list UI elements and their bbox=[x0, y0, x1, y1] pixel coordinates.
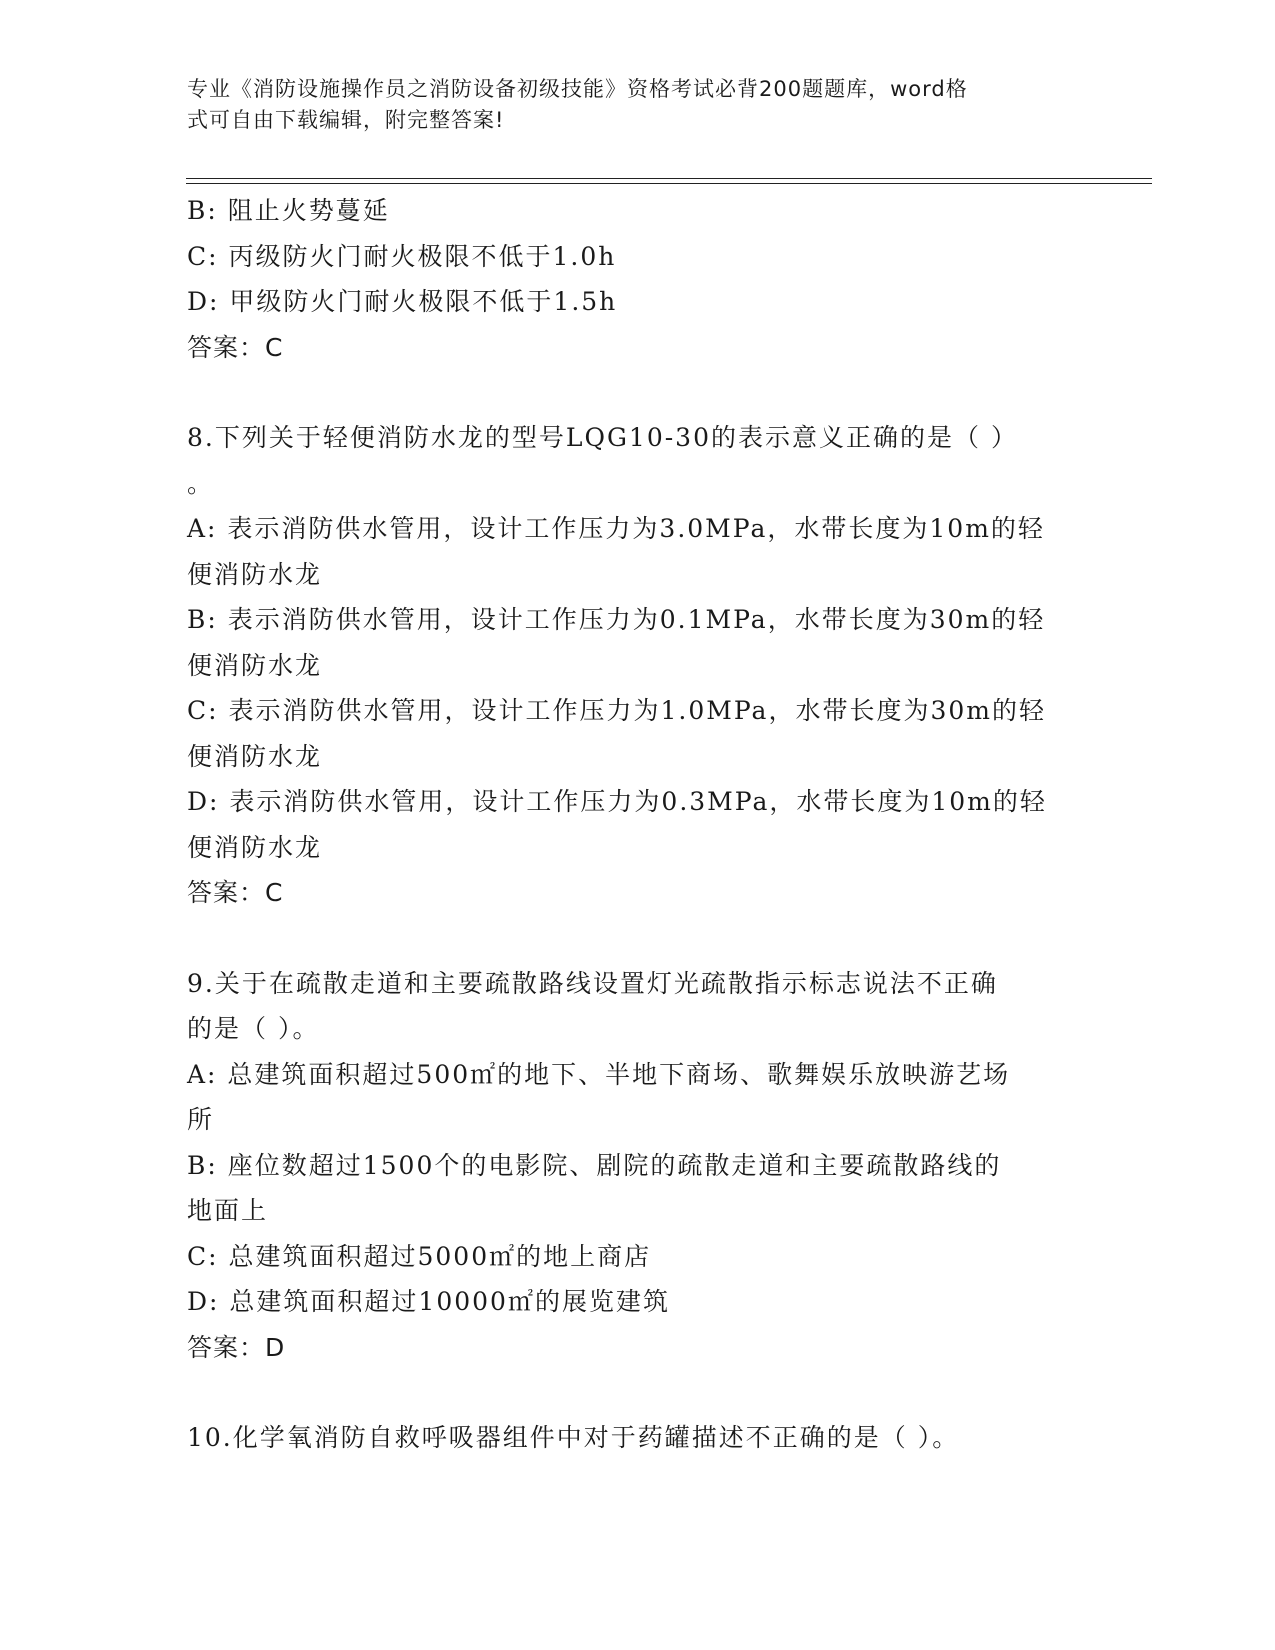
document-header bbox=[187, 74, 1067, 136]
option-a-cont: 所 bbox=[187, 1105, 215, 1134]
option-c: C: 丙级防火门耐火极限不低于1.0h bbox=[187, 241, 617, 271]
answer: 答案：D bbox=[187, 1332, 286, 1362]
spacer bbox=[187, 1370, 1087, 1415]
question-text-cont: 。 bbox=[187, 468, 215, 498]
option-a: A: 表示消防供水管用，设计工作压力为3.0MPa，水带长度为10m的轻 bbox=[187, 514, 1045, 543]
header-divider-bottom bbox=[186, 183, 1152, 184]
question-text: 9.关于在疏散走道和主要疏散路线设置灯光疏散指示标志说法不正确 bbox=[187, 968, 998, 998]
header-line-1: 专业《消防设施操作员之消防设备初级技能》资格考试必背200题题库，word格 bbox=[187, 77, 968, 101]
header-line-2: 式可自由下载编辑，附完整答案! bbox=[187, 108, 505, 132]
spacer bbox=[187, 370, 1087, 415]
question-10 bbox=[187, 1415, 1087, 1461]
question-7-tail bbox=[187, 188, 1087, 370]
option-d: D: 总建筑面积超过10000㎡的展览建筑 bbox=[187, 1287, 670, 1316]
option-c-cont: 便消防水龙 bbox=[187, 741, 323, 771]
option-b: B: 表示消防供水管用，设计工作压力为0.1MPa，水带长度为30m的轻 bbox=[187, 605, 1046, 634]
option-c: C: 表示消防供水管用，设计工作压力为1.0MPa，水带长度为30m的轻 bbox=[187, 696, 1046, 725]
question-text: 10.化学氧消防自救呼吸器组件中对于药罐描述不正确的是（ ）。 bbox=[187, 1423, 960, 1452]
option-d: D: 表示消防供水管用，设计工作压力为0.3MPa，水带长度为10m的轻 bbox=[187, 787, 1047, 816]
option-b: B: 阻止火势蔓延 bbox=[187, 196, 390, 225]
question-text: 8.下列关于轻便消防水龙的型号LQG10-30的表示意义正确的是（ ） bbox=[187, 423, 1018, 452]
question-list bbox=[187, 188, 1087, 1461]
spacer bbox=[187, 916, 1087, 961]
answer: 答案：C bbox=[187, 332, 284, 362]
header-divider-top bbox=[186, 178, 1152, 179]
option-b-cont: 地面上 bbox=[187, 1196, 269, 1225]
option-b-cont: 便消防水龙 bbox=[187, 650, 323, 680]
answer: 答案：C bbox=[187, 878, 284, 907]
question-9 bbox=[187, 961, 1087, 1371]
option-d-cont: 便消防水龙 bbox=[187, 832, 323, 862]
question-text-cont: 的是（ ）。 bbox=[187, 1014, 320, 1043]
option-c: C: 总建筑面积超过5000㎡的地上商店 bbox=[187, 1241, 652, 1271]
option-a: A: 总建筑面积超过500㎡的地下、半地下商场、歌舞娱乐放映游艺场 bbox=[187, 1059, 1011, 1089]
option-b: B: 座位数超过1500个的电影院、剧院的疏散走道和主要疏散路线的 bbox=[187, 1150, 1002, 1180]
question-8 bbox=[187, 415, 1087, 916]
option-a-cont: 便消防水龙 bbox=[187, 559, 323, 589]
option-d: D: 甲级防火门耐火极限不低于1.5h bbox=[187, 287, 618, 316]
